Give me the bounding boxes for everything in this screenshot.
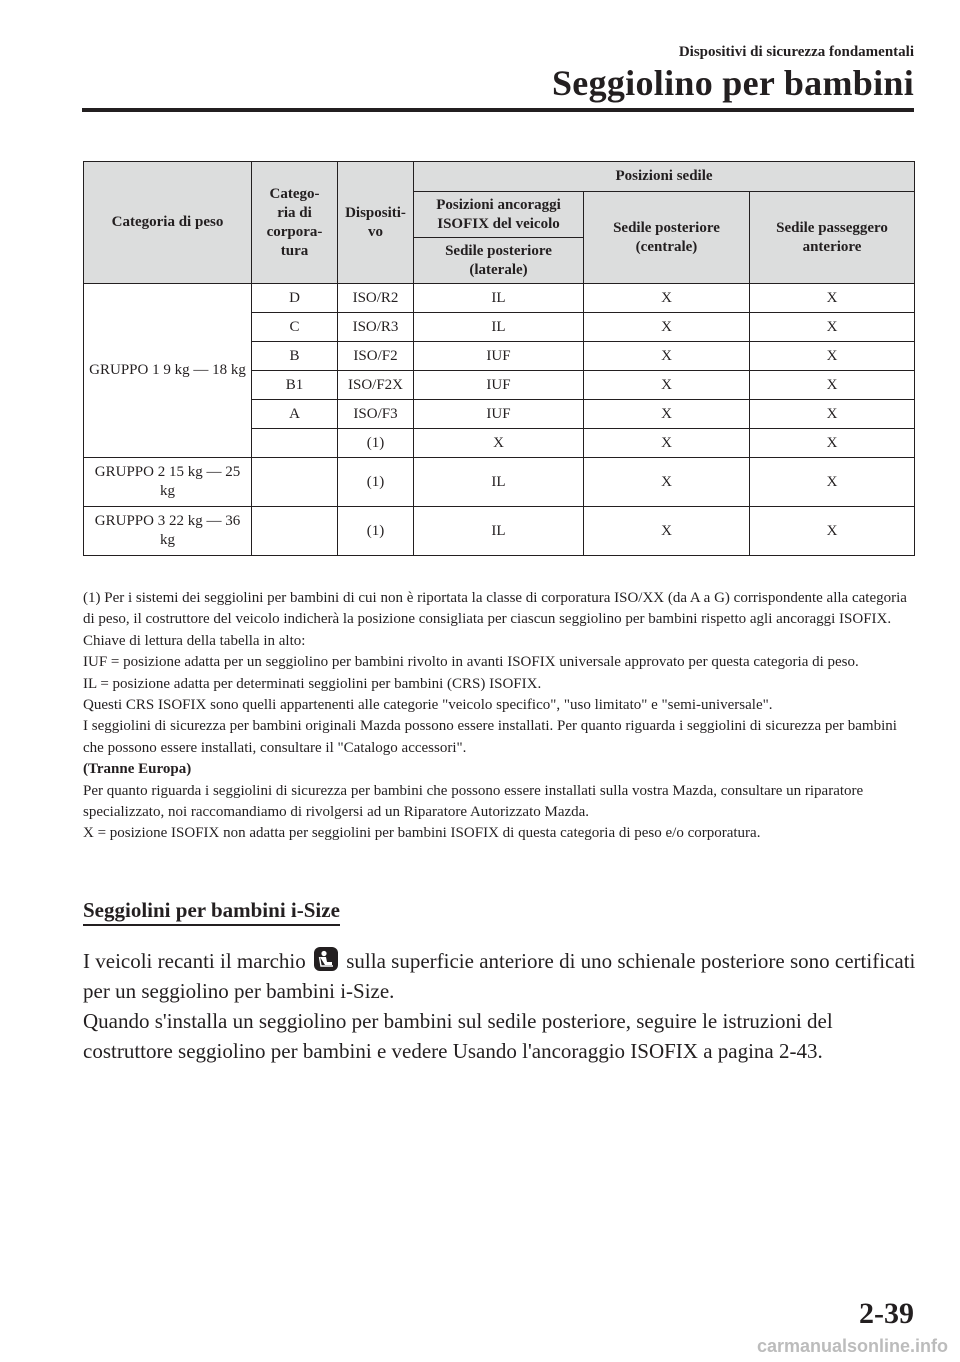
lateral-cell: IL — [414, 458, 584, 507]
paragraph-isize-mark — [83, 946, 923, 1006]
table-row — [84, 458, 915, 507]
lateral-cell: IL — [414, 507, 584, 556]
size-cell: D — [252, 284, 338, 313]
section-header: Dispositivi di sicurezza fondamentali — [678, 44, 914, 60]
fixture-cell: (1) — [338, 507, 414, 556]
fixture-cell: ISO/R2 — [338, 284, 414, 313]
page-title: Seggiolino per bambini — [551, 63, 914, 103]
header-front-passenger: Sedile passeggero anteriore — [750, 192, 915, 284]
size-cell — [252, 429, 338, 458]
center-cell: X — [584, 371, 750, 400]
center-cell: X — [584, 507, 750, 556]
note-iuf: IUF = posizione adatta per un seggiolino per bambini rivolto in avanti ISOFIX universale approvato per questa categoria di peso. — [83, 654, 859, 671]
isofix-table — [83, 161, 915, 556]
size-cell — [252, 507, 338, 556]
lateral-cell: IUF — [414, 371, 584, 400]
header-rear-lateral: Sedile posteriore (laterale) — [414, 238, 584, 284]
section-heading: Seggiolini per bambini i-Size — [83, 898, 340, 926]
fixture-cell: (1) — [338, 458, 414, 507]
size-cell: C — [252, 313, 338, 342]
fixture-cell: ISO/R3 — [338, 313, 414, 342]
note-crs-categories: Questi CRS ISOFIX sono quelli appartenenti alle categorie "veicolo specifico", "uso limitato" e "semi-universale". — [83, 697, 773, 714]
size-cell: B — [252, 342, 338, 371]
header-weight: Categoria di peso — [84, 162, 252, 284]
table-notes — [83, 588, 918, 845]
size-cell — [252, 458, 338, 507]
fixture-cell: ISO/F2 — [338, 342, 414, 371]
watermark: carmanualsonline.info — [756, 1336, 948, 1356]
table-row — [84, 507, 915, 556]
lateral-cell: IUF — [414, 400, 584, 429]
lateral-cell: IL — [414, 313, 584, 342]
center-cell: X — [584, 400, 750, 429]
center-cell: X — [584, 284, 750, 313]
header-fixture: Dispositi- vo — [338, 162, 414, 284]
paragraph-text: I veicoli recanti il marchio — [83, 949, 311, 973]
center-cell: X — [584, 313, 750, 342]
fixture-cell: ISO/F2X — [338, 371, 414, 400]
center-cell: X — [584, 342, 750, 371]
note-x: X = posizione ISOFIX non adatta per seggiolini per bambini ISOFIX di questa categoria di peso e/o corporatura. — [83, 825, 761, 842]
header-seat-positions: Posizioni sedile — [414, 162, 915, 192]
center-cell: X — [584, 429, 750, 458]
weight-group-2: GRUPPO 2 15 kg ― 25 kg — [84, 458, 252, 507]
table-row — [84, 284, 915, 313]
header-size: Catego- ria di corpora- tura — [252, 162, 338, 284]
paragraph-text: sulla superficie anteriore di uno schienale posteriore sono certificati per un seggiolino per bambini i-Size. — [83, 949, 916, 1003]
front-cell: X — [750, 507, 915, 556]
note-il: IL = posizione adatta per determinati seggiolini per bambini (CRS) ISOFIX. — [83, 675, 542, 692]
note-dealer: Per quanto riguarda i seggiolini di sicurezza per bambini che possono essere installati sulla vostra Mazda, consultare un riparatore specializzato, noi raccomandiamo di rivolgersi ad un Riparatore Autorizzato Mazda. — [83, 782, 864, 821]
header-rear-center: Sedile posteriore (centrale) — [584, 192, 750, 284]
note-footnote-1: (1) Per i sistemi dei seggiolini per bambini di cui non è riportata la classe di corporatura ISO/XX (da A a G) corrispondente alla categoria di peso, il costruttore del veicolo indicherà la posizione consigliata per ciascun seggiolino per bambini rispetto agli ancoraggi ISOFIX. — [83, 590, 907, 628]
page-number: 2-39 — [859, 1297, 914, 1330]
note-mazda-seats: I seggiolini di sicurezza per bambini originali Mazda possono essere installati. Per quanto riguarda i seggiolini di sicurezza per bambini che possono essere installati, consultare il "Catalogo accessori". — [83, 718, 897, 756]
front-cell: X — [750, 313, 915, 342]
front-cell: X — [750, 429, 915, 458]
front-cell: X — [750, 400, 915, 429]
fixture-cell: (1) — [338, 429, 414, 458]
lateral-cell: X — [414, 429, 584, 458]
lateral-cell: IUF — [414, 342, 584, 371]
front-cell: X — [750, 284, 915, 313]
body-text — [83, 946, 923, 1066]
fixture-cell: ISO/F3 — [338, 400, 414, 429]
header-divider — [82, 108, 914, 112]
lateral-cell: IL — [414, 284, 584, 313]
weight-group-3: GRUPPO 3 22 kg ― 36 kg — [84, 507, 252, 556]
paragraph-install: Quando s'installa un seggiolino per bambini sul sedile posteriore, seguire le istruzioni del costruttore seggiolino per bambini e vedere Usando l'ancoraggio ISOFIX a pagina 2-43. — [83, 1009, 833, 1063]
front-cell: X — [750, 371, 915, 400]
note-key-title: Chiave di lettura della tabella in alto: — [83, 632, 306, 649]
i-size-child-seat-icon — [313, 946, 339, 972]
size-cell: A — [252, 400, 338, 429]
center-cell: X — [584, 458, 750, 507]
size-cell: B1 — [252, 371, 338, 400]
front-cell: X — [750, 342, 915, 371]
note-except-europe: (Tranne Europa) — [83, 761, 192, 778]
front-cell: X — [750, 458, 915, 507]
header-isofix-positions: Posizioni ancoraggi ISOFIX del veicolo — [414, 192, 584, 238]
weight-group-1: GRUPPO 1 9 kg ― 18 kg — [84, 284, 252, 458]
